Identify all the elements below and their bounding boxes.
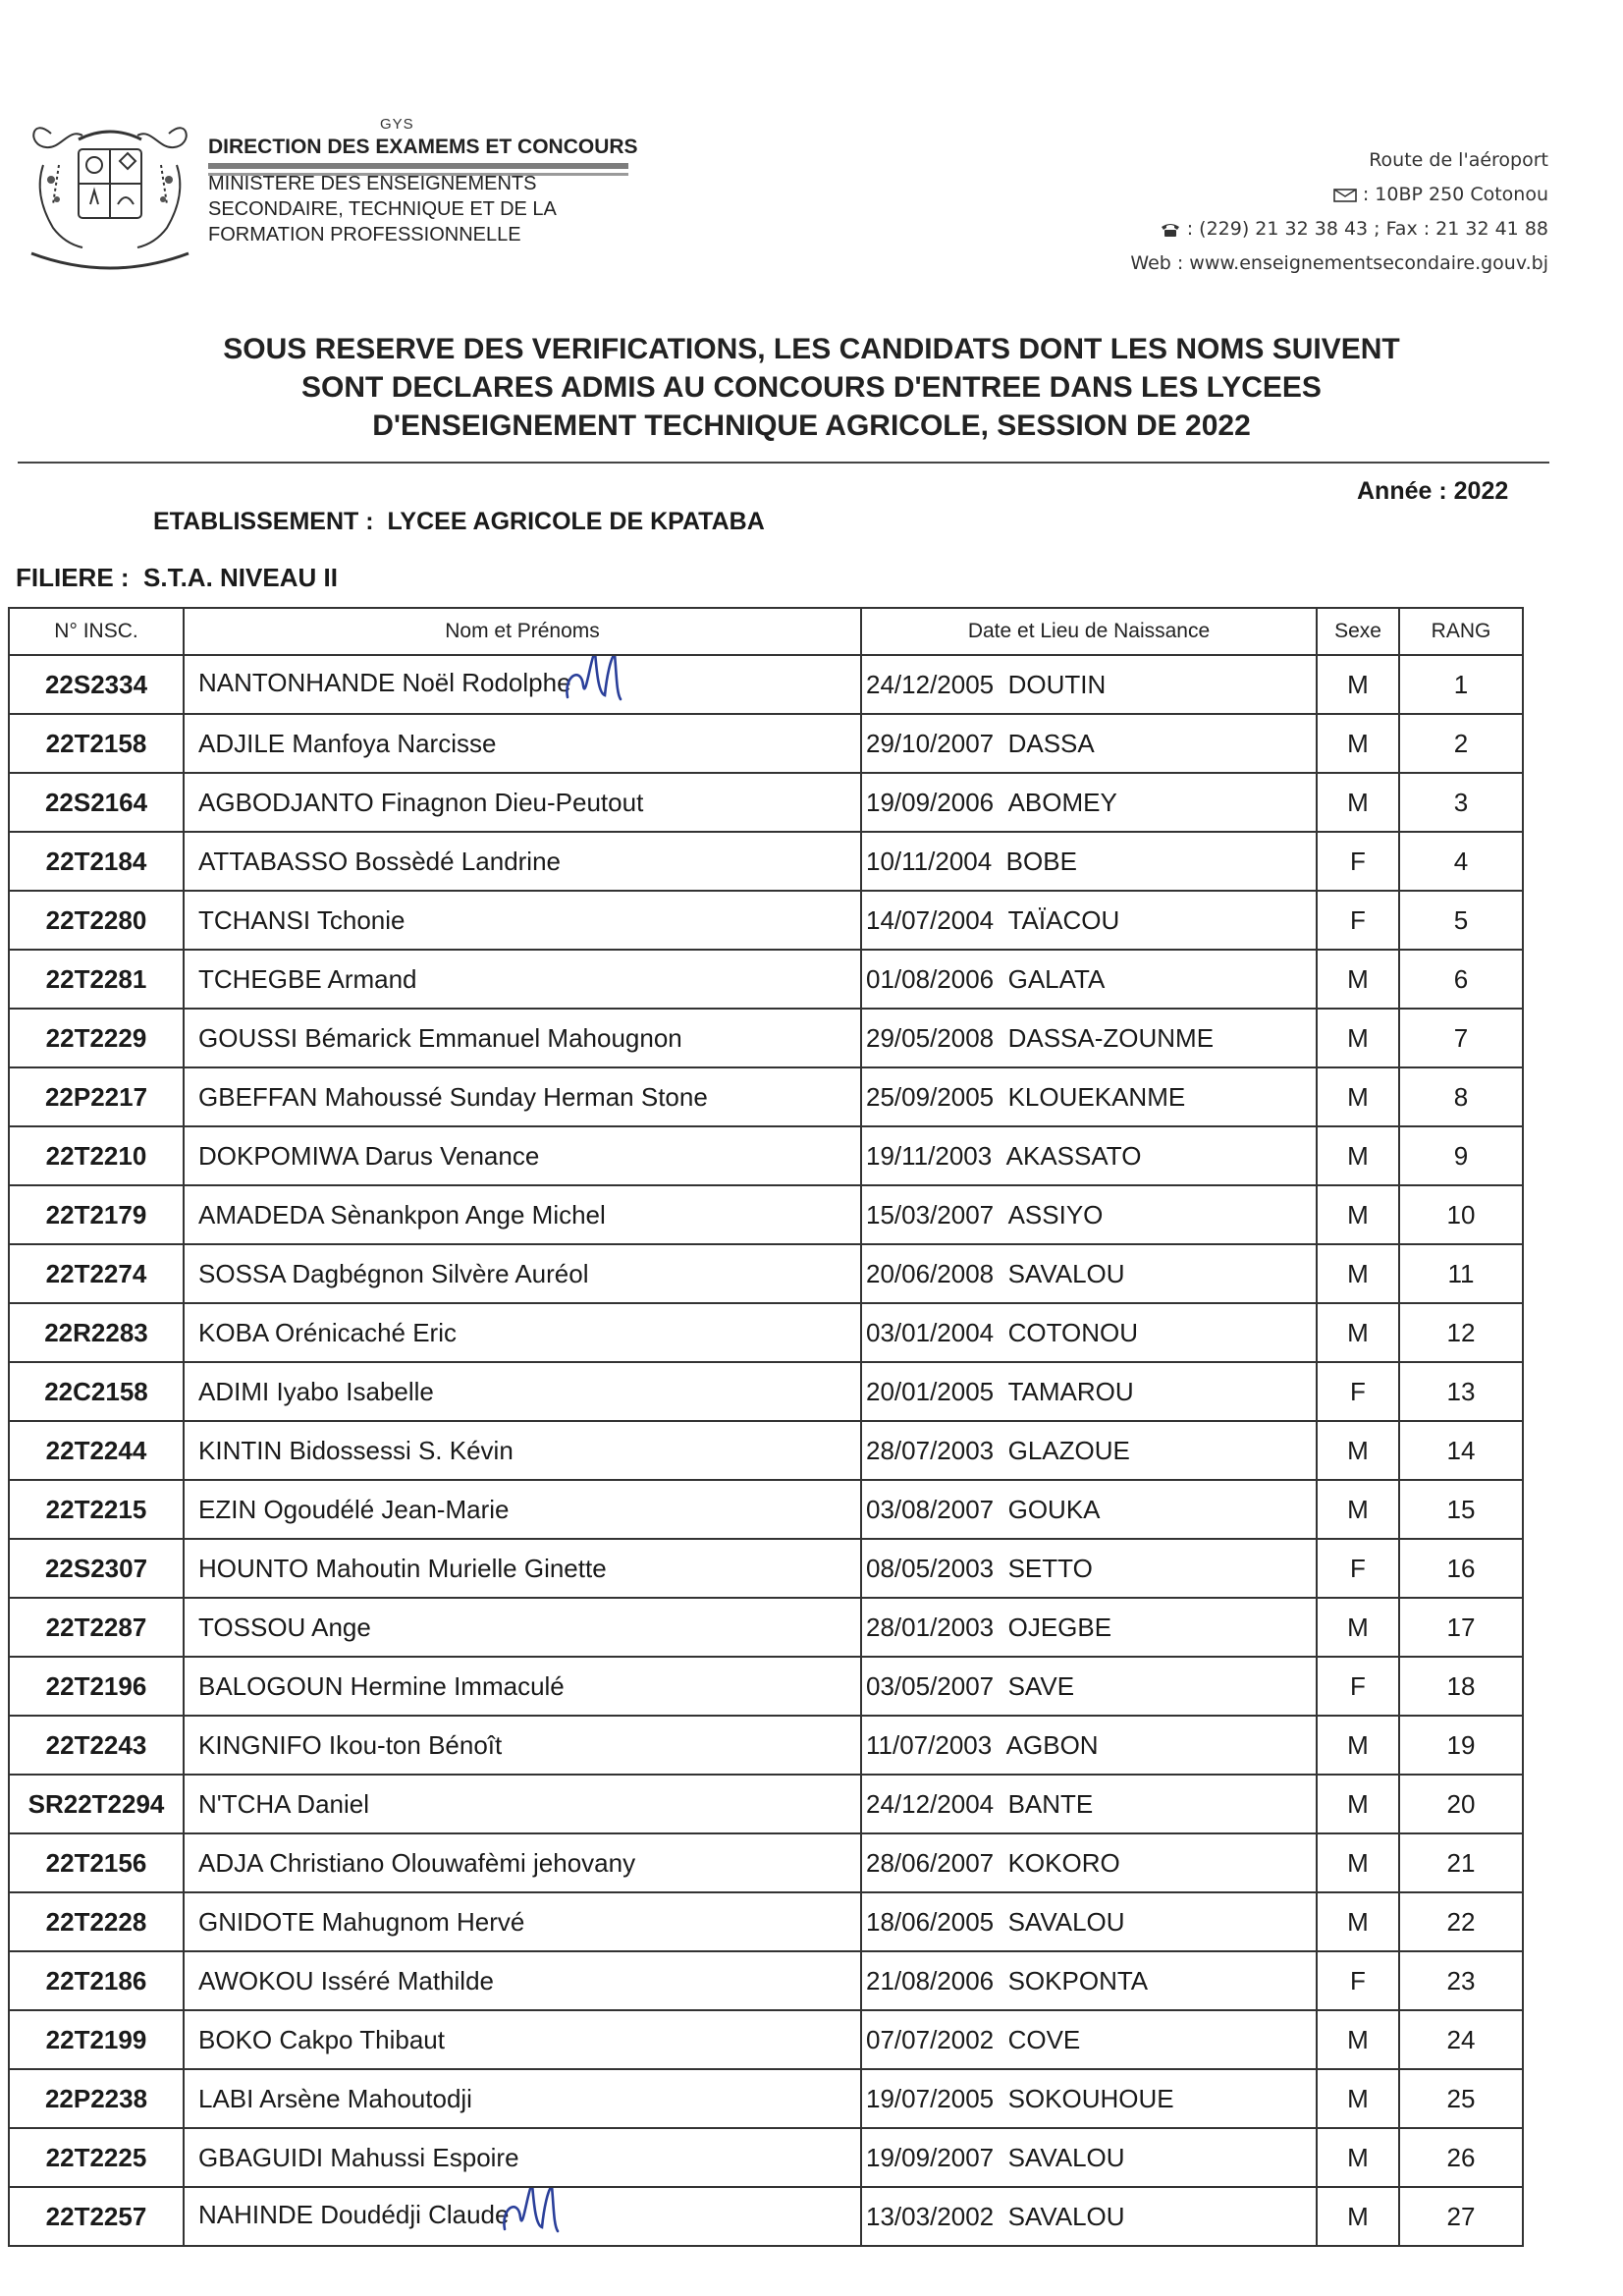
cell-name: [184, 2010, 861, 2069]
cell-sexe: M: [1317, 1421, 1399, 1480]
birth-place: SAVALOU: [1007, 1906, 1125, 1937]
table-row: [9, 1892, 1523, 1951]
contact-address: Route de l'aéroport: [1369, 149, 1548, 171]
cell-insc: 22T2243: [9, 1716, 184, 1775]
cell-sexe: M: [1317, 1716, 1399, 1775]
cell-sexe: M: [1317, 950, 1399, 1009]
birth-date: 20/06/2008: [866, 1258, 995, 1288]
cell-birth: [861, 2069, 1317, 2128]
cell-name: [184, 1657, 861, 1716]
cell-rang: 7: [1399, 1009, 1523, 1067]
table-row: [9, 714, 1523, 773]
cell-sexe: M: [1317, 1244, 1399, 1303]
cell-name: [184, 1067, 861, 1126]
birth-place: BANTE: [1007, 1788, 1094, 1819]
candidate-name: GBEFFAN Mahoussé Sunday Herman Stone: [198, 1081, 708, 1112]
birth-date: 29/05/2008: [866, 1022, 995, 1053]
filiere-label: FILIERE :: [16, 563, 130, 592]
cell-rang: 19: [1399, 1716, 1523, 1775]
table-row: [9, 773, 1523, 832]
table-row: [9, 655, 1523, 714]
cell-insc: SR22T2294: [9, 1775, 184, 1833]
birth-place: GOUKA: [1007, 1494, 1101, 1524]
table-row: [9, 1126, 1523, 1185]
table-row: [9, 1303, 1523, 1362]
contact-po-box: [1130, 178, 1548, 212]
cell-name: [184, 2128, 861, 2187]
cell-insc: 22T2228: [9, 1892, 184, 1951]
table-row: [9, 2187, 1523, 2246]
cell-birth: [861, 714, 1317, 773]
birth-date: 20/01/2005: [866, 1376, 995, 1406]
cell-sexe: M: [1317, 1067, 1399, 1126]
table-row: [9, 1833, 1523, 1892]
signature-mark-icon: [562, 655, 624, 705]
cell-birth: [861, 2128, 1317, 2187]
cell-sexe: M: [1317, 714, 1399, 773]
cell-name: [184, 1892, 861, 1951]
year-value: 2022: [1453, 477, 1509, 505]
birth-place: SAVALOU: [1007, 1258, 1125, 1288]
candidate-name: DOKPOMIWA Darus Venance: [198, 1140, 540, 1171]
cell-insc: 22T2274: [9, 1244, 184, 1303]
table-row: [9, 1185, 1523, 1244]
birth-date: 28/06/2007: [866, 1847, 995, 1878]
candidate-name: AMADEDA Sènankpon Ange Michel: [198, 1199, 606, 1230]
candidate-name: BOKO Cakpo Thibaut: [198, 2024, 445, 2054]
birth-place: KOKORO: [1007, 1847, 1120, 1878]
cell-rang: 10: [1399, 1185, 1523, 1244]
column-header-insc: N° INSC.: [9, 608, 184, 655]
birth-date: 14/07/2004: [866, 904, 995, 935]
cell-sexe: M: [1317, 1833, 1399, 1892]
birth-place: DOUTIN: [1007, 669, 1107, 699]
cell-rang: 26: [1399, 2128, 1523, 2187]
table-row: [9, 1775, 1523, 1833]
results-table: [8, 607, 1524, 2247]
contact-block: [1130, 143, 1548, 281]
candidate-name: TCHEGBE Armand: [198, 963, 417, 994]
cell-rang: 17: [1399, 1598, 1523, 1657]
table-row: [9, 1716, 1523, 1775]
header-bar: [208, 163, 628, 169]
cell-birth: [861, 1598, 1317, 1657]
birth-place: AKASSATO: [1005, 1140, 1142, 1171]
cell-rang: 21: [1399, 1833, 1523, 1892]
cell-name: [184, 773, 861, 832]
phone-icon: [1160, 222, 1181, 238]
table-row: [9, 1067, 1523, 1126]
cell-birth: [861, 1951, 1317, 2010]
cell-insc: 22C2158: [9, 1362, 184, 1421]
contact-web: Web : www.enseignementsecondaire.gouv.bj: [1130, 252, 1548, 274]
birth-date: 11/07/2003: [866, 1729, 993, 1760]
cell-rang: 9: [1399, 1126, 1523, 1185]
birth-date: 07/07/2002: [866, 2024, 995, 2054]
table-header-row: [9, 608, 1523, 655]
cell-insc: 22T2287: [9, 1598, 184, 1657]
notice-title-line-1: SOUS RESERVE DES VERIFICATIONS, LES CANDIDATS DONT LES NOMS SUIVENT: [223, 333, 1400, 365]
ministry-line-1: MINISTERE DES ENSEIGNEMENTS: [208, 173, 537, 194]
candidate-name: SOSSA Dagbégnon Silvère Auréol: [198, 1258, 589, 1288]
cell-insc: 22T2225: [9, 2128, 184, 2187]
birth-place: ABOMEY: [1007, 787, 1117, 817]
birth-place: SAVALOU: [1007, 2201, 1125, 2231]
table-row: [9, 2128, 1523, 2187]
cell-rang: 3: [1399, 773, 1523, 832]
cell-rang: 6: [1399, 950, 1523, 1009]
cell-sexe: M: [1317, 773, 1399, 832]
cell-insc: 22T2158: [9, 714, 184, 773]
cell-rang: 12: [1399, 1303, 1523, 1362]
candidate-name: TCHANSI Tchonie: [198, 904, 406, 935]
cell-birth: [861, 2187, 1317, 2246]
birth-place: GLAZOUE: [1007, 1435, 1130, 1465]
cell-name: [184, 1539, 861, 1598]
birth-date: 28/01/2003: [866, 1612, 995, 1642]
cell-insc: 22T2210: [9, 1126, 184, 1185]
cell-name: [184, 2069, 861, 2128]
cell-name: [184, 1598, 861, 1657]
birth-date: 24/12/2004: [866, 1788, 995, 1819]
cell-birth: [861, 1833, 1317, 1892]
cell-sexe: M: [1317, 1303, 1399, 1362]
candidate-name: N'TCHA Daniel: [198, 1788, 370, 1819]
birth-place: SAVALOU: [1007, 2142, 1125, 2172]
birth-date: 10/11/2004: [866, 846, 993, 876]
cell-sexe: M: [1317, 1892, 1399, 1951]
table-row: [9, 832, 1523, 891]
cell-insc: 22T2257: [9, 2187, 184, 2246]
candidate-name: GNIDOTE Mahugnom Hervé: [198, 1906, 525, 1937]
filiere-value: S.T.A. NIVEAU II: [143, 563, 338, 592]
cell-name: [184, 2187, 861, 2246]
birth-place: SAVE: [1007, 1670, 1075, 1701]
birth-place: TAÏACOU: [1007, 904, 1120, 935]
cell-sexe: F: [1317, 1539, 1399, 1598]
table-row: [9, 1480, 1523, 1539]
notice-title: [0, 330, 1623, 445]
cell-birth: [861, 1362, 1317, 1421]
column-header-sexe: Sexe: [1317, 608, 1399, 655]
birth-place: BOBE: [1005, 846, 1077, 876]
cell-name: [184, 1716, 861, 1775]
birth-date: 08/05/2003: [866, 1553, 995, 1583]
column-header-rang: RANG: [1399, 608, 1523, 655]
cell-birth: [861, 1009, 1317, 1067]
cell-rang: 22: [1399, 1892, 1523, 1951]
cell-insc: 22T2229: [9, 1009, 184, 1067]
cell-birth: [861, 1775, 1317, 1833]
table-row: [9, 1244, 1523, 1303]
cell-name: [184, 1009, 861, 1067]
candidate-name: HOUNTO Mahoutin Murielle Ginette: [198, 1553, 607, 1583]
cell-insc: 22T2196: [9, 1657, 184, 1716]
cell-rang: 27: [1399, 2187, 1523, 2246]
establishment-label: ETABLISSEMENT :: [153, 508, 374, 535]
notice-title-line-2: SONT DECLARES ADMIS AU CONCOURS D'ENTREE DANS LES LYCEES: [301, 371, 1322, 404]
year-label: Année :: [1357, 477, 1447, 505]
candidate-name: EZIN Ogoudélé Jean-Marie: [198, 1494, 510, 1524]
cell-rang: 18: [1399, 1657, 1523, 1716]
results-body: [9, 655, 1523, 2246]
ministry-line-3: FORMATION PROFESSIONNELLE: [208, 224, 521, 246]
table-row: [9, 1657, 1523, 1716]
cell-birth: [861, 1421, 1317, 1480]
birth-place: SOKOUHOUE: [1007, 2083, 1174, 2113]
filiere-field: [16, 563, 338, 593]
cell-insc: 22S2164: [9, 773, 184, 832]
cell-rang: 20: [1399, 1775, 1523, 1833]
cell-rang: 5: [1399, 891, 1523, 950]
birth-place: TAMAROU: [1007, 1376, 1134, 1406]
cell-birth: [861, 1126, 1317, 1185]
cell-birth: [861, 655, 1317, 714]
birth-date: 15/03/2007: [866, 1199, 995, 1230]
ministry-line-2: SECONDAIRE, TECHNIQUE ET DE LA: [208, 198, 557, 220]
cell-name: [184, 655, 861, 714]
cell-sexe: M: [1317, 1009, 1399, 1067]
direction-title: DIRECTION DES EXAMEMS ET CONCOURS: [208, 136, 638, 158]
cell-name: [184, 1185, 861, 1244]
cell-insc: 22T2179: [9, 1185, 184, 1244]
birth-date: 19/11/2003: [866, 1140, 993, 1171]
cell-birth: [861, 773, 1317, 832]
cell-insc: 22T2199: [9, 2010, 184, 2069]
cell-insc: 22S2334: [9, 655, 184, 714]
cell-name: [184, 1951, 861, 2010]
cell-birth: [861, 950, 1317, 1009]
column-header-name: Nom et Prénoms: [184, 608, 861, 655]
birth-place: GALATA: [1007, 963, 1106, 994]
table-row: [9, 1598, 1523, 1657]
birth-date: 24/12/2005: [866, 669, 995, 699]
cell-sexe: M: [1317, 2010, 1399, 2069]
cell-sexe: M: [1317, 1126, 1399, 1185]
candidate-name: KOBA Orénicaché Eric: [198, 1317, 457, 1347]
cell-rang: 11: [1399, 1244, 1523, 1303]
cell-name: [184, 1775, 861, 1833]
table-row: [9, 1362, 1523, 1421]
cell-sexe: M: [1317, 1598, 1399, 1657]
cell-sexe: M: [1317, 1775, 1399, 1833]
candidate-name: AWOKOU Isséré Mathilde: [198, 1965, 495, 1995]
cell-birth: [861, 891, 1317, 950]
cell-name: [184, 1126, 861, 1185]
birth-date: 25/09/2005: [866, 1081, 995, 1112]
coat-of-arms-icon: [22, 106, 198, 273]
candidate-name: NAHINDE Doudédji Claude: [198, 2199, 510, 2229]
establishment-value: LYCEE AGRICOLE DE KPATABA: [387, 508, 765, 535]
candidate-name: ADJA Christiano Olouwafèmi jehovany: [198, 1847, 636, 1878]
cell-name: [184, 1244, 861, 1303]
candidate-name: ADJILE Manfoya Narcisse: [198, 728, 497, 758]
cell-insc: 22P2238: [9, 2069, 184, 2128]
cell-insc: 22T2186: [9, 1951, 184, 2010]
cell-birth: [861, 1067, 1317, 1126]
cell-rang: 8: [1399, 1067, 1523, 1126]
cell-name: [184, 1362, 861, 1421]
cell-rang: 15: [1399, 1480, 1523, 1539]
cell-insc: 22T2244: [9, 1421, 184, 1480]
cell-rang: 23: [1399, 1951, 1523, 2010]
cell-birth: [861, 1244, 1317, 1303]
contact-po-box-text: : 10BP 250 Cotonou: [1362, 184, 1548, 205]
birth-date: 03/01/2004: [866, 1317, 995, 1347]
cell-name: [184, 832, 861, 891]
candidate-name: AGBODJANTO Finagnon Dieu-Peutout: [198, 787, 644, 817]
cell-birth: [861, 1303, 1317, 1362]
notice-title-line-3: D'ENSEIGNEMENT TECHNIQUE AGRICOLE, SESSION DE 2022: [372, 410, 1251, 442]
birth-date: 13/03/2002: [866, 2201, 995, 2231]
cell-insc: 22T2156: [9, 1833, 184, 1892]
candidate-name: LABI Arsène Mahoutodji: [198, 2083, 472, 2113]
cell-rang: 4: [1399, 832, 1523, 891]
cell-sexe: F: [1317, 1951, 1399, 2010]
birth-place: KLOUEKANME: [1007, 1081, 1186, 1112]
candidate-name: GOUSSI Bémarick Emmanuel Mahougnon: [198, 1022, 682, 1053]
table-row: [9, 891, 1523, 950]
contact-phone-text: : (229) 21 32 38 43 ; Fax : 21 32 41 88: [1186, 218, 1548, 240]
cell-birth: [861, 1185, 1317, 1244]
cell-name: [184, 714, 861, 773]
cell-name: [184, 891, 861, 950]
birth-place: DASSA-ZOUNME: [1007, 1022, 1215, 1053]
title-divider: [18, 462, 1549, 464]
cell-rang: 2: [1399, 714, 1523, 773]
birth-place: COVE: [1007, 2024, 1081, 2054]
birth-place: SETTO: [1007, 1553, 1093, 1583]
cell-insc: 22T2215: [9, 1480, 184, 1539]
cell-sexe: M: [1317, 1185, 1399, 1244]
year-field: [1357, 477, 1508, 506]
table-row: [9, 1539, 1523, 1598]
cell-birth: [861, 1480, 1317, 1539]
cell-rang: 24: [1399, 2010, 1523, 2069]
cell-rang: 14: [1399, 1421, 1523, 1480]
cell-name: [184, 950, 861, 1009]
cell-birth: [861, 1539, 1317, 1598]
birth-place: DASSA: [1007, 728, 1095, 758]
table-row: [9, 2069, 1523, 2128]
cell-rang: 25: [1399, 2069, 1523, 2128]
column-header-birth: Date et Lieu de Naissance: [861, 608, 1317, 655]
birth-date: 03/08/2007: [866, 1494, 995, 1524]
establishment-field: [153, 508, 765, 536]
cell-insc: 22P2217: [9, 1067, 184, 1126]
cell-sexe: M: [1317, 1480, 1399, 1539]
candidate-name: ADIMI Iyabo Isabelle: [198, 1376, 434, 1406]
birth-date: 03/05/2007: [866, 1670, 995, 1701]
table-row: [9, 950, 1523, 1009]
mailbox-icon: [1333, 188, 1357, 203]
birth-date: 28/07/2003: [866, 1435, 995, 1465]
candidate-name: TOSSOU Ange: [198, 1612, 371, 1642]
cell-sexe: F: [1317, 1362, 1399, 1421]
cell-birth: [861, 1892, 1317, 1951]
birth-place: ASSIYO: [1007, 1199, 1104, 1230]
birth-date: 29/10/2007: [866, 728, 995, 758]
cell-name: [184, 1303, 861, 1362]
table-row: [9, 1421, 1523, 1480]
cell-birth: [861, 1657, 1317, 1716]
cell-birth: [861, 832, 1317, 891]
cell-sexe: F: [1317, 891, 1399, 950]
cell-name: [184, 1833, 861, 1892]
cell-sexe: M: [1317, 655, 1399, 714]
birth-date: 19/09/2006: [866, 787, 995, 817]
cell-sexe: F: [1317, 1657, 1399, 1716]
cell-sexe: F: [1317, 832, 1399, 891]
birth-date: 01/08/2006: [866, 963, 995, 994]
cell-sexe: M: [1317, 2069, 1399, 2128]
cell-name: [184, 1480, 861, 1539]
cell-rang: 16: [1399, 1539, 1523, 1598]
birth-date: 19/07/2005: [866, 2083, 995, 2113]
candidate-name: BALOGOUN Hermine Immaculé: [198, 1670, 565, 1701]
birth-date: 21/08/2006: [866, 1965, 995, 1995]
cell-insc: 22S2307: [9, 1539, 184, 1598]
cell-birth: [861, 1716, 1317, 1775]
cell-rang: 1: [1399, 655, 1523, 714]
candidate-name: GBAGUIDI Mahussi Espoire: [198, 2142, 519, 2172]
birth-date: 19/09/2007: [866, 2142, 995, 2172]
birth-place: AGBON: [1005, 1729, 1099, 1760]
candidate-name: KINTIN Bidossessi S. Kévin: [198, 1435, 514, 1465]
table-row: [9, 2010, 1523, 2069]
contact-phone: [1130, 212, 1548, 246]
table-row: [9, 1951, 1523, 2010]
birth-place: COTONOU: [1007, 1317, 1139, 1347]
cell-sexe: M: [1317, 2187, 1399, 2246]
birth-place: SOKPONTA: [1007, 1965, 1149, 1995]
cell-birth: [861, 2010, 1317, 2069]
signature-mark-icon: [499, 2187, 562, 2237]
table-row: [9, 1009, 1523, 1067]
candidate-name: ATTABASSO Bossèdé Landrine: [198, 846, 562, 876]
cell-insc: 22T2281: [9, 950, 184, 1009]
cell-insc: 22R2283: [9, 1303, 184, 1362]
cell-name: [184, 1421, 861, 1480]
birth-place: OJEGBE: [1007, 1612, 1112, 1642]
cell-insc: 22T2184: [9, 832, 184, 891]
cell-insc: 22T2280: [9, 891, 184, 950]
cell-sexe: M: [1317, 2128, 1399, 2187]
birth-date: 18/06/2005: [866, 1906, 995, 1937]
cell-rang: 13: [1399, 1362, 1523, 1421]
candidate-name: NANTONHANDE Noël Rodolphe: [198, 667, 571, 697]
header-small-mark: GYS: [380, 116, 414, 133]
candidate-name: KINGNIFO Ikou-ton Bénoît: [198, 1729, 503, 1760]
